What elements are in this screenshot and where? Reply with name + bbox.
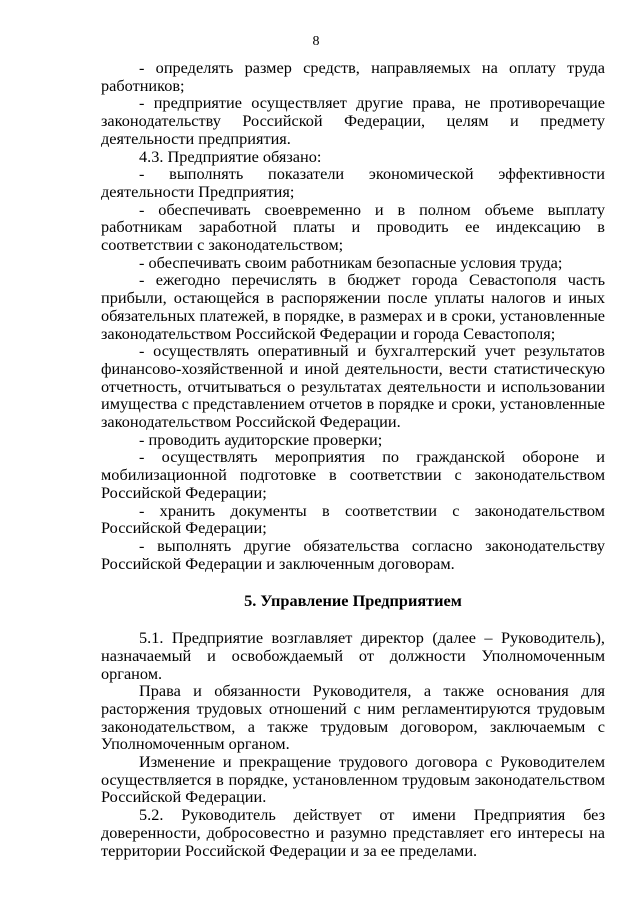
paragraph: - осуществлять мероприятия по гражданской обороне и мобилизационной подготовке в соответствии с законодательством Российской Федерации;	[101, 447, 605, 502]
paragraph: 5.1. Предприятие возглавляет директор (далее – Руководитель), назначаемый и освобождаемый от должности Уполномоченным органом.	[101, 628, 605, 683]
paragraph: - обеспечивать своевременно и в полном объеме выплату работникам заработной платы и проводить ее индексацию в соответствии с законодательством;	[101, 199, 605, 255]
paragraph: 4.3. Предприятие обязано:	[139, 146, 322, 166]
paragraph: - определять размер средств, направляемых на оплату труда работников;	[101, 58, 605, 95]
paragraph: - выполнять показатели экономической эффективности деятельности Предприятия;	[101, 164, 605, 201]
paragraph: - предприятие осуществляет другие права, не противоречащие законодательству Российской Федерации, целям и предмету деятельности предприятия.	[101, 93, 605, 148]
paragraph: - осуществлять оперативный и бухгалтерский учет результатов финансово-хозяйственной и иной деятельности, вести статистическую отчетность, отчитываться о результатах деятельности и использовании имущества с представлением отчетов в порядке и сроки, установленные законодательством Российской Федерации.	[101, 341, 605, 432]
paragraph: 5.2. Руководитель действует от имени Предприятия без доверенности, добросовестно и разумно представляет его интересы на территории Российской Федерации и за ее пределами.	[101, 805, 605, 860]
paragraph: Права и обязанности Руководителя, а также основания для расторжения трудовых отношений с ним регламентируются трудовым законодательством, а также трудовым договором, заключаемым с Уполномоченным органом.	[101, 681, 605, 754]
paragraph: - хранить документы в соответствии с законодательством Российской Федерации;	[101, 500, 605, 538]
document-body	[101, 59, 605, 859]
paragraph: - выполнять другие обязательства согласно законодательству Российской Федерации и заключенным договорам.	[101, 535, 605, 573]
paragraph: Изменение и прекращение трудового договора с Руководителем осуществляется в порядке, установленном трудовым законодательством Российской Федерации.	[101, 752, 605, 807]
paragraph: - обеспечивать своим работникам безопасные условия труда;	[139, 252, 563, 272]
paragraph: - проводить аудиторские проверки;	[139, 429, 383, 449]
page-number: 8	[312, 34, 320, 49]
section-heading: 5. Управление Предприятием	[244, 591, 462, 611]
paragraph: - ежегодно перечислять в бюджет города Севастополя часть прибыли, остающейся в распоряжении после уплаты налогов и иных обязательных платежей, в порядке, в размерах и в сроки, установленные законодательством Российской Федерации и города Севастополя;	[101, 270, 605, 343]
